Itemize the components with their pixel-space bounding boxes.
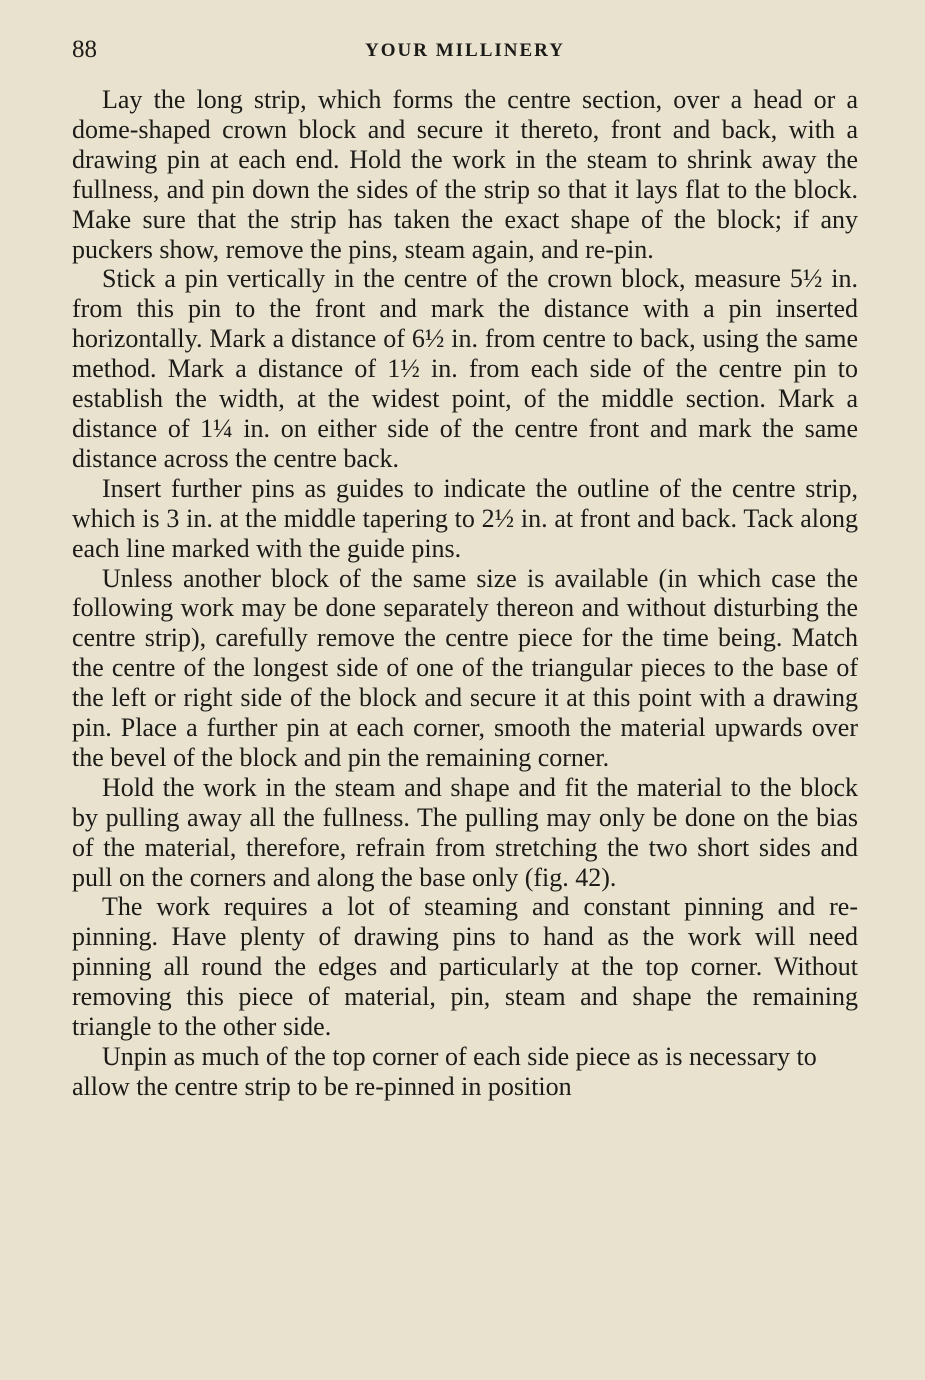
paragraph: Unless another block of the same size is available (in which case the following work may be done separately thereon and without disturbing the centre strip), carefully remove the centre piece for the time being. Match the centre of the longest side of one of the triangular pieces to the base of the left or right side of the block and secure it at this point with a drawing pin. Place a further pin at each corner, smooth the material upwards over the bevel of the block and pin the remaining corner. xyxy=(72,563,858,772)
page-header xyxy=(72,36,858,70)
paragraph: Hold the work in the steam and shape and fit the material to the block by pulling away all the fullness. The pulling may only be done on the bias of the material, therefore, refrain from stretching the two short sides and pull on the corners and along the base only (fig. 42). xyxy=(72,772,858,892)
running-title: YOUR MILLINERY xyxy=(365,40,565,61)
paragraph: Unpin as much of the top corner of each side piece as is necessary to allow the centre strip to be re-pinned in position xyxy=(72,1042,817,1101)
paragraph: Stick a pin vertically in the centre of the crown block, measure 5½ in. from this pin to the front and mark the distance with a pin inserted horizontally. Mark a distance of 6½ in. from centre to back, using the same method. Mark a distance of 1½ in. from each side of the centre pin to establish the width, at the widest point, of the middle section. Mark a distance of 1¼ in. on either side of the centre front and mark the same distance across the centre back. xyxy=(72,264,858,473)
paragraph: Insert further pins as guides to indicate the outline of the centre strip, which is 3 in. at the middle tapering to 2½ in. at front and back. Tack along each line marked with the guide pins. xyxy=(72,473,858,563)
paragraph: Lay the long strip, which forms the centre section, over a head or a dome-shaped crown block and secure it thereto, front and back, with a drawing pin at each end. Hold the work in the steam to shrink away the fullness, and pin down the sides of the strip so that it lays flat to the block. Make sure that the strip has taken the exact shape of the block; if any puckers show, remove the pins, steam again, and re-pin. xyxy=(72,85,858,264)
page-number: 88 xyxy=(72,36,97,63)
paragraph: The work requires a lot of steaming and constant pinning and re-pinning. Have plenty of drawing pins to hand as the work will need pinning all round the edges and particularly at the top corner. Without removing this piece of material, pin, steam and shape the remaining triangle to the other side. xyxy=(72,892,858,1042)
body-text xyxy=(72,85,858,1102)
